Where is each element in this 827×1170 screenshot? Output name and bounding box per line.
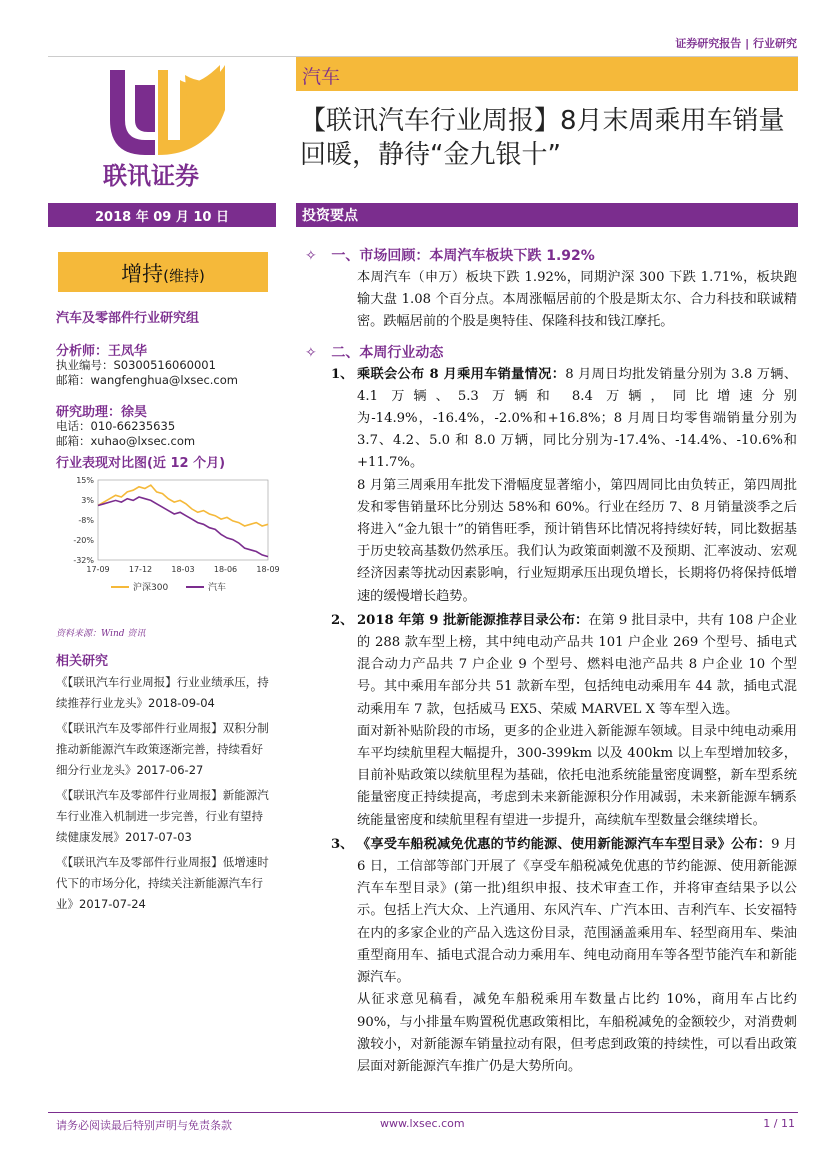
related-item[interactable]: 《【联讯汽车行业周报】行业业绩承压，持续推荐行业龙头》2018-09-04 — [56, 675, 269, 710]
chart-title: 行业表现对比图(近 12 个月) — [56, 456, 226, 471]
rating-note: (维持) — [163, 267, 205, 285]
legend-label: 沪深300 — [133, 583, 169, 593]
item-number: 1、 — [331, 366, 354, 382]
plot-frame — [98, 480, 268, 560]
x-tick-label: 18-03 — [171, 565, 195, 574]
series-line-汽车 — [98, 497, 268, 557]
item-text: 9 月 6 日，工信部等部门开展了《享受车船税减免优惠的节约能源、使用新能源汽车车型目录》(第一批)组织申报、技术审查工作，并将审查结果予以公示。包括上汽大众、上汽通用、东风汽车、广汽本田、吉利汽车、长安福特在内的多家企业的产品入选这份目录，范围涵盖乘用车、轻型商用车、柴油重型商用车、插电式混合动力乘用车、纯电动商用车等各型节能汽车和新能源汽车。 — [357, 836, 798, 986]
y-tick-label: -20% — [73, 536, 94, 545]
performance-chart — [56, 472, 280, 622]
sector-bar — [296, 57, 798, 91]
legend-label: 汽车 — [208, 583, 227, 593]
y-tick-label: 3% — [81, 496, 94, 505]
item-heading: 2018 年第 9 批新能源推荐目录公布： — [357, 612, 589, 628]
diamond-icon: ✧ — [305, 344, 317, 361]
item-heading: 《享受车船税减免优惠的节约能源、使用新能源汽车车型目录》公布： — [357, 836, 772, 852]
industry-news-title: 二、本周行业动态 — [331, 344, 444, 361]
x-tick-label: 17-09 — [86, 565, 110, 574]
x-tick-label: 18-09 — [256, 565, 280, 574]
x-tick-label: 18-06 — [213, 565, 238, 574]
item-number: 2、 — [331, 612, 354, 628]
company-logo — [100, 60, 240, 190]
diamond-icon: ✧ — [305, 248, 317, 264]
item-number: 3、 — [331, 836, 354, 852]
industry-news-heading — [305, 342, 797, 362]
main-body — [305, 245, 797, 1078]
related-item[interactable]: 《【联讯汽车及零部件行业周报】双积分制推动新能源汽车政策逐渐完善，持续看好细分行业龙头》2017-06-27 — [56, 721, 269, 777]
rating — [58, 258, 268, 288]
news-item — [305, 834, 797, 989]
news-item — [305, 610, 797, 721]
item-paragraph: 面对新补贴阶段的市场，更多的企业进入新能源车领域。目录中纯电动乘用车平均续航里程大幅提升，300-399km 以及 400km 以上车型增加较多，目前补贴政策以续航里程为基础，依托电池系统能量密度调整，新车型系统能量密度正持续提高，考虑到未来新能源积分作用减弱，未来新能源车辆系统能量密度和续航里程有望进一步提升，高续航车型数量会继续增长。 — [357, 723, 797, 828]
item-text: 8 月周日均批发销量分别为 3.8 万辆、4.1 万辆、5.3 万辆和 8.4 万辆，同比增速分别为-14.9%，-16.4%，-2.0%和+16.8%；8 月周日均零售端销量分别为 3.7、4.2、5.0 和 8.0 万辆，同比分别为-17.4%、-14.4%、-10.6%和+11.7%。 — [357, 366, 798, 471]
section-title: 投资要点 — [302, 208, 358, 224]
related-item[interactable]: 《【联讯汽车及零部件行业周报】新能源汽车行业准入机制进一步完善，行业有望持续健康发展》2017-07-03 — [56, 788, 269, 844]
report-type: 证券研究报告 | 行业研究 — [675, 37, 797, 50]
related-title: 相关研究 — [56, 654, 109, 669]
market-review-heading — [305, 245, 797, 265]
report-date: 2018 年 09 月 10 日 — [95, 210, 229, 225]
footer-divider — [48, 1112, 798, 1113]
item-text: 在第 9 批目录中，共有 108 户企业的 288 款车型上榜，其中纯电动产品共 101 户企业 269 个型号、插电式混合动力产品共 7 户企业 9 个型号、燃料电池产品共 8 户企业 10 个型号。其中乘用车部分共 51 款新车型，包括纯电动乘用车 44 款，插电式混动乘用车 7 款，包括威马 EX5、荣威 MARVEL X 等车型入选。 — [357, 612, 798, 717]
item-paragraph: 8 月第三周乘用车批发下滑幅度显著缩小，第四周同比由负转正，第四周批发和零售销量环比分别达 58%和 60%。行业在经历 7、8 月销量淡季之后将进入“金九银十”的销售旺季，预计销售环比情况将持续好转，同比数据基于历史较高基数仍然承压。我们认为政策面刺激不及预期、汇率波动、宏观经济因素等扰动因素影响，行业短期承压出现负增长，长期将仍将保持低增速的缓慢增长趋势。 — [357, 477, 797, 604]
item-paragraph: 从征求意见稿看，减免车船税乘用车数量占比约 10%，商用车占比约 90%，与小排量车购置税优惠政策相比，车船税减免的金额较少，对消费刺激较小，对新能源车销量拉动有限，但考虑到政策的持续性，可以看出政策层面对新能源汽车推广仍是大势所向。 — [357, 992, 797, 1074]
sector-label: 汽车 — [302, 66, 341, 88]
x-tick-label: 17-12 — [128, 565, 153, 574]
assistant-phone: 电话：010-66235635 — [56, 419, 176, 433]
market-review-text: 本周汽车（申万）板块下跌 1.92%，同期沪深 300 下跌 1.71%，板块跑输大盘 1.08 个百分点。本周涨幅居前的个股是斯太尔、合力科技和联诚精密。跌幅居前的个股是奥特佳、保隆科技和钱江摩托。 — [357, 270, 797, 330]
logo-text: 联讯证券 — [103, 162, 199, 190]
series-line-沪深300 — [98, 485, 268, 526]
chart-source: 资料来源：Wind 资讯 — [56, 629, 146, 639]
section-bar — [296, 203, 798, 227]
related-item[interactable]: 《【联讯汽车及零部件行业周报】低增速时代下的市场分化，持续关注新能源汽车行业》2017-07-24 — [56, 855, 269, 911]
rating-value: 增持 — [121, 262, 164, 286]
assistant-email[interactable]: 邮箱：xuhao@lxsec.com — [56, 434, 196, 448]
related-list — [56, 672, 271, 919]
news-item — [305, 364, 797, 475]
analyst-id: 执业编号：S0300516060001 — [56, 358, 216, 372]
disclaimer-link[interactable]: 请务必阅读最后特别声明与免责条款 — [56, 1119, 232, 1132]
website-link[interactable]: www.lxsec.com — [380, 1117, 465, 1130]
report-title: 【联讯汽车行业周报】8月末周乘用车销量回暖，静待“金九银十” — [300, 106, 785, 170]
market-review-title: 一、市场回顾：本周汽车板块下跌 1.92% — [331, 248, 595, 264]
assistant-label: 研究助理：徐昊 — [56, 405, 148, 420]
research-group: 汽车及零部件行业研究组 — [56, 311, 200, 326]
analyst-label: 分析师：王凤华 — [56, 344, 148, 359]
y-tick-label: -8% — [78, 516, 94, 525]
page-number: 1 / 11 — [763, 1117, 795, 1130]
item-heading: 乘联会公布 8 月乘用车销量情况： — [357, 366, 566, 382]
y-tick-label: -32% — [73, 556, 94, 565]
analyst-email[interactable]: 邮箱：wangfenghua@lxsec.com — [56, 373, 238, 387]
y-tick-label: 15% — [76, 476, 94, 485]
